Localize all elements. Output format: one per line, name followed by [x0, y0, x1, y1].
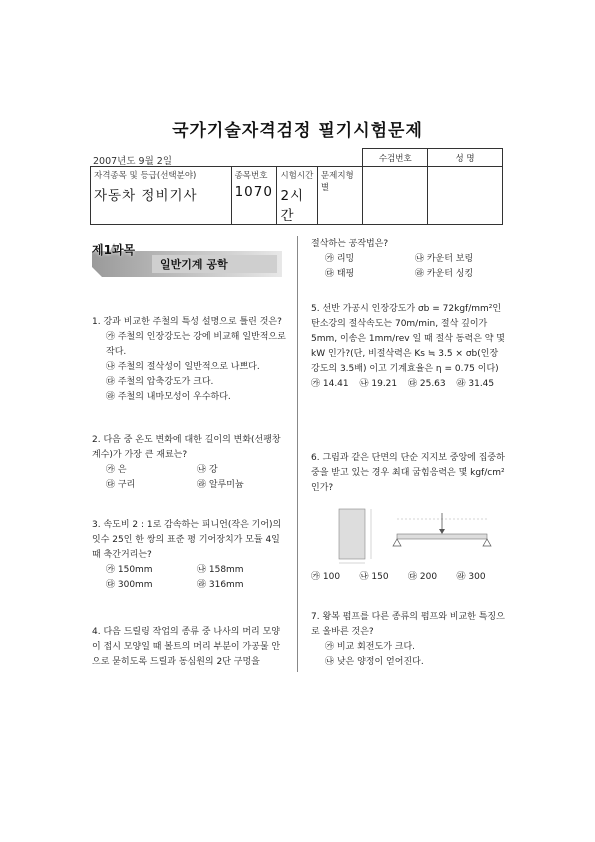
question-5 [311, 302, 505, 392]
question-text: 2. 다음 중 온도 변화에 대한 길이의 변화(선팽창계수)가 가장 큰 재료는? [92, 435, 281, 460]
beam [397, 534, 487, 539]
option[interactable]: ㉱ 300 [456, 572, 486, 582]
option[interactable]: ㉱ 31.45 [456, 379, 495, 389]
option[interactable]: ㉰ 300mm [106, 580, 153, 590]
question-text: 4. 다음 드릴링 작업의 종류 중 나사의 머리 모양이 접시 모양일 때 볼트의 머리 부분이 가공물 안으로 묻히도록 드릴과 동심원의 2단 구멍을 [92, 627, 281, 667]
subject-number: 제1과목 [92, 243, 136, 257]
question-6-options [311, 570, 505, 585]
reg-no-field[interactable] [363, 167, 428, 225]
question-7 [311, 610, 505, 670]
option[interactable]: ㉱ 316mm [197, 580, 244, 590]
time-label: 시험시간 [280, 171, 314, 181]
option[interactable]: ㉯ 주철의 절삭성이 일반적으로 나쁘다. [106, 362, 260, 372]
question-text-continued: 절삭하는 공작법은? [311, 239, 389, 249]
option[interactable]: ㉮ 150mm [106, 565, 153, 575]
option[interactable]: ㉱ 주철의 내마모성이 우수하다. [106, 392, 231, 402]
option[interactable]: ㉰ 태핑 [325, 269, 355, 279]
question-6 [311, 451, 505, 496]
question-4-continued [311, 237, 505, 282]
time-value: 2시간 [280, 188, 305, 224]
option[interactable]: ㉱ 카운터 싱킹 [415, 269, 474, 279]
code-label: 종목번호 [234, 171, 268, 181]
grade-value: 자동차 정비기사 [94, 188, 198, 204]
option[interactable]: ㉯ 카운터 보링 [415, 254, 474, 264]
option[interactable]: ㉮ 14.41 [311, 379, 349, 389]
grade-label: 자격종목 및 등급(선택분야) [94, 171, 197, 181]
option[interactable]: ㉮ 주철의 인장강도는 강에 비교해 일반적으로 작다. [106, 332, 286, 357]
question-text: 6. 그림과 같은 단면의 단순 지지보 중앙에 집중하중을 받고 있는 경우 최대 굽힘응력은 몇 kgf/cm² 인가? [311, 453, 505, 493]
option[interactable]: ㉮ 은 [106, 465, 127, 475]
option[interactable]: ㉯ 150 [359, 572, 389, 582]
name-label: 성 명 [428, 149, 503, 167]
beam-cross-section [339, 509, 365, 559]
beam-figure [335, 505, 495, 567]
option[interactable]: ㉯ 강 [197, 465, 218, 475]
question-text: 3. 속도비 2 : 1로 감속하는 피니언(작은 기어)의 잇수 25인 한 쌍의 표준 평 기어장치가 모듈 4일 때 축간거리는? [92, 520, 282, 560]
reg-no-label: 수검번호 [363, 149, 428, 167]
left-support [393, 539, 401, 546]
exam-date: 2007년도 9월 2일 [93, 156, 173, 167]
type-label: 문제지형별 [320, 171, 354, 193]
option[interactable]: ㉮ 비교 회전도가 크다. [325, 642, 415, 652]
option[interactable]: ㉯ 19.21 [359, 379, 398, 389]
option[interactable]: ㉮ 리밍 [325, 254, 355, 264]
exam-header-table [90, 148, 503, 225]
option[interactable]: ㉰ 200 [408, 572, 438, 582]
question-3 [92, 518, 288, 593]
question-text: 5. 선반 가공시 인장강도가 σb = 72kgf/mm²인 탄소강의 절삭속도는 70m/min, 절삭 깊이가 5mm, 이송은 1mm/rev 일 때 절삭 동력은 약 몇 kW 인가?(단, 비절삭력은 Ks ≒ 3.5 × σb(인장강도의 3.5배) 이고 기계효율은 η = 0.75 이다) [311, 304, 505, 374]
option[interactable]: ㉱ 알루미늄 [197, 480, 244, 490]
question-4 [92, 625, 288, 670]
subject-name: 일반기계 공학 [160, 258, 228, 271]
option[interactable]: ㉰ 주철의 압축강도가 크다. [106, 377, 214, 387]
question-1 [92, 315, 288, 405]
option[interactable]: ㉯ 낮은 양정이 얻어진다. [325, 657, 424, 667]
page-title: 국가기술자격검정 필기시험문제 [172, 121, 423, 141]
question-text: 1. 강과 비교한 주철의 특성 설명으로 틀린 것은? [92, 317, 282, 327]
option[interactable]: ㉰ 구리 [106, 480, 136, 490]
question-text: 7. 왕복 펌프를 다른 종류의 펌프와 비교한 특징으로 올바른 것은? [311, 612, 505, 637]
option[interactable]: ㉯ 158mm [197, 565, 244, 575]
right-support [483, 539, 491, 546]
name-field[interactable] [428, 167, 503, 225]
question-2 [92, 433, 288, 493]
option[interactable]: ㉮ 100 [311, 572, 341, 582]
code-value: 1070 [234, 184, 273, 200]
column-divider [297, 236, 298, 672]
option[interactable]: ㉰ 25.63 [408, 379, 446, 389]
load-arrow-head [439, 529, 445, 534]
